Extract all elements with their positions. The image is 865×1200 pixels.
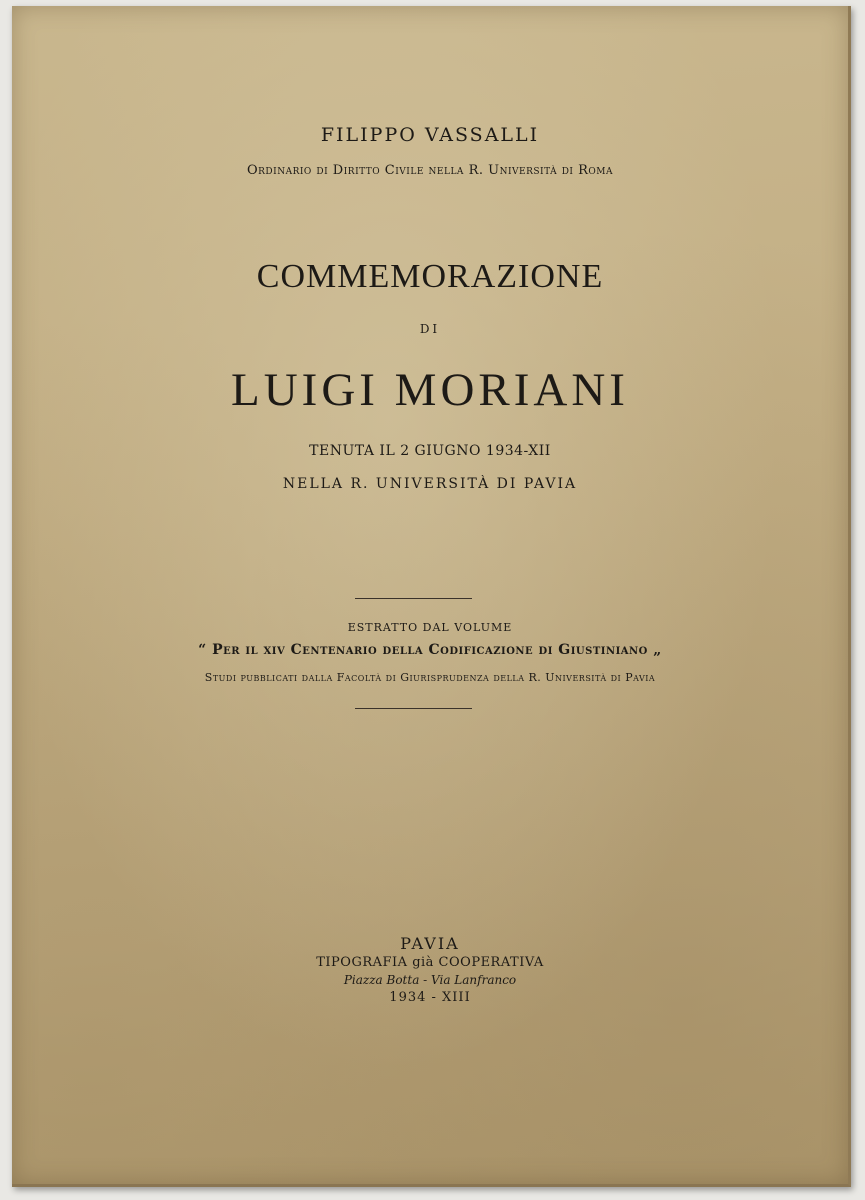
- title-connector: DI: [419, 322, 441, 336]
- printer-name: TIPOGRAFIA già COOPERATIVA: [316, 955, 544, 970]
- date-line: TENUTA IL 2 GIUGNO 1934-XII: [309, 443, 551, 459]
- document-title: COMMEMORAZIONE: [256, 258, 604, 295]
- divider-bottom: [355, 708, 472, 709]
- author-affiliation: Ordinario di Diritto Civile nella R. Università di Roma: [246, 163, 614, 178]
- booklet-cover: [12, 6, 851, 1187]
- place-line: NELLA R. UNIVERSITÀ DI PAVIA: [282, 476, 578, 492]
- subject-name: LUIGI MORIANI: [231, 364, 629, 416]
- publisher-city: PAVIA: [400, 934, 460, 953]
- author-name: FILIPPO VASSALLI: [320, 124, 540, 146]
- printer-address: Piazza Botta - Via Lanfranco: [343, 973, 517, 987]
- volume-title: “ Per il xiv Centenario della Codificazione di Giustiniano „: [198, 642, 662, 658]
- extract-label: ESTRATTO DAL VOLUME: [347, 621, 513, 634]
- studies-line: Studi pubblicati dalla Facoltà di Giurisprudenza della R. Università di Pavia: [204, 671, 656, 684]
- divider-top: [355, 598, 472, 599]
- publication-year: 1934 - XIII: [389, 990, 471, 1005]
